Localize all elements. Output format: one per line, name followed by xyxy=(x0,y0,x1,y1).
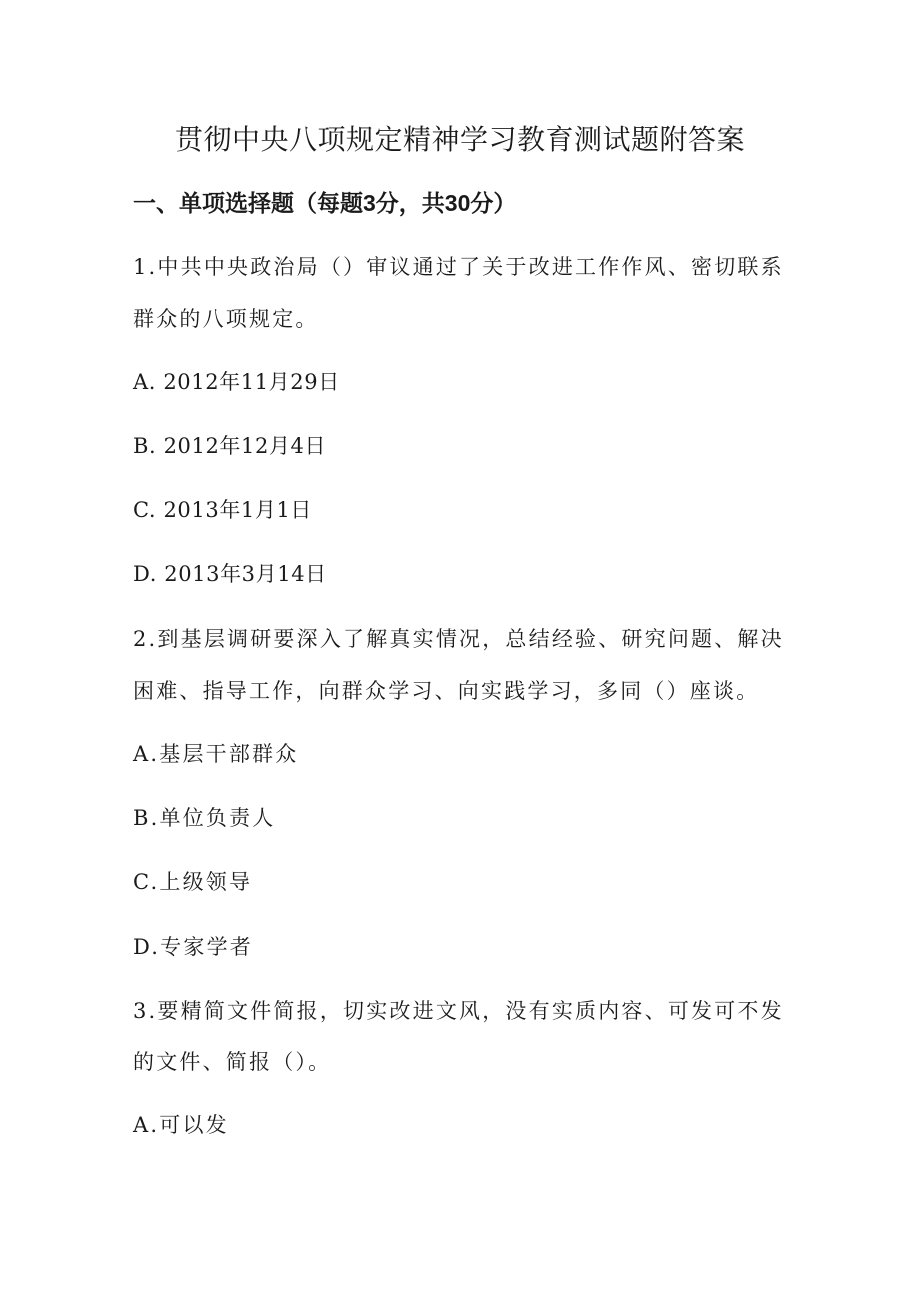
question-3-option-a: A.可以发 xyxy=(133,1113,229,1137)
question-1-option-b: B. 2012年12月4日 xyxy=(133,434,327,458)
question-2-option-a: A.基层干部群众 xyxy=(133,742,299,766)
document-title: 贯彻中央八项规定精神学习教育测试题附答案 xyxy=(174,123,745,156)
question-1-stem-line-1: 1.中共中央政治局（）审议通过了关于改进工作作风、密切联系 xyxy=(133,255,784,279)
question-3-stem-line-2: 的文件、简报（）。 xyxy=(133,1050,332,1074)
question-2-option-c: C.上级领导 xyxy=(133,870,253,894)
section-heading: 一、单项选择题（每题3分，共30分） xyxy=(133,190,517,216)
question-2-stem-line-1: 2.到基层调研要深入了解真实情况，总结经验、研究问题、解决 xyxy=(133,627,784,651)
question-1-option-c: C. 2013年1月1日 xyxy=(133,498,313,522)
question-1-option-d: D. 2013年3月14日 xyxy=(133,562,327,586)
question-2-stem-line-2: 困难、指导工作，向群众学习、向实践学习，多同（）座谈。 xyxy=(133,679,760,703)
question-1-stem-line-2: 群众的八项规定。 xyxy=(133,307,319,331)
question-2-option-d: D.专家学者 xyxy=(133,935,253,959)
question-3-stem-line-1: 3.要精简文件简报，切实改进文风，没有实质内容、可发可不发 xyxy=(133,999,784,1023)
question-1-option-a: A. 2012年11月29日 xyxy=(133,370,340,394)
question-2-option-b: B.单位负责人 xyxy=(133,806,276,830)
